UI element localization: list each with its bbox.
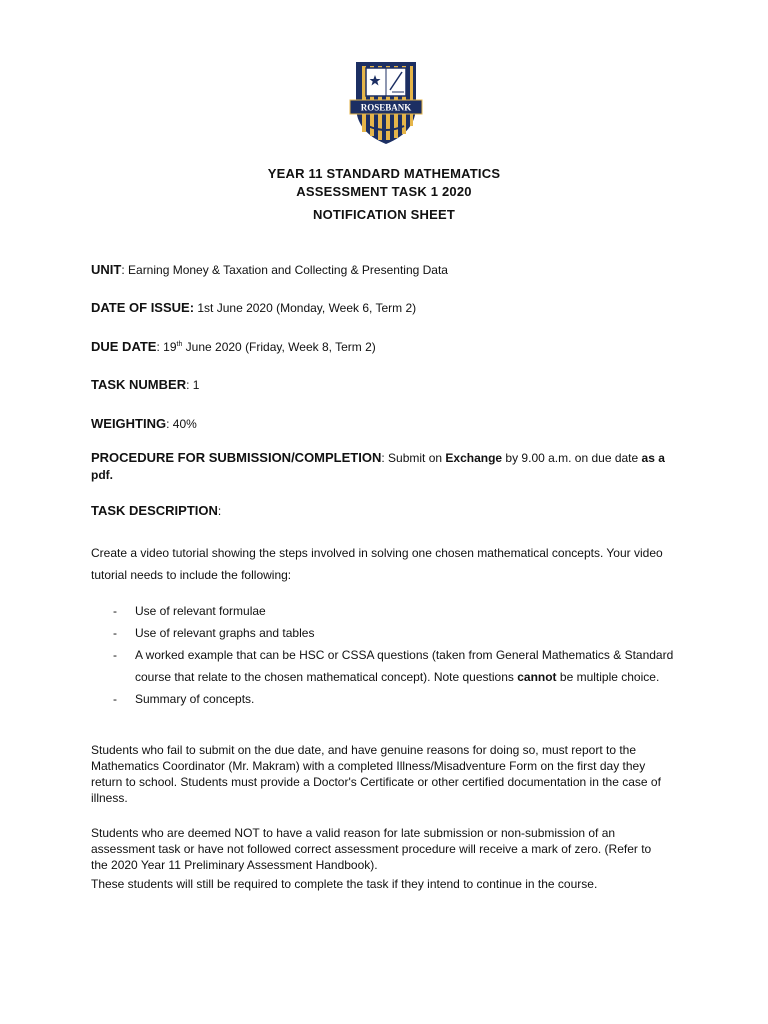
procedure-label: PROCEDURE FOR SUBMISSION/COMPLETION	[91, 450, 382, 465]
due-date-field	[91, 339, 376, 354]
weighting-label: WEIGHTING	[91, 416, 167, 431]
bullet-marker: -	[113, 692, 117, 706]
task-number-value: : 1	[186, 378, 200, 392]
completion-requirement-paragraph: These students will still be required to complete the task if they intend to continue in the course.	[91, 877, 598, 891]
task-description-heading	[91, 503, 221, 518]
due-date-value-suffix: June 2020 (Friday, Week 8, Term 2)	[182, 340, 376, 354]
list-item-bold: cannot	[517, 670, 557, 684]
weighting-field	[91, 416, 197, 431]
task-description-intro: Create a video tutorial showing the steps involved in solving one chosen mathematical concepts. Your video tutorial needs to include the following:	[91, 546, 663, 582]
task-requirements-list	[91, 600, 681, 710]
list-item	[91, 688, 681, 710]
weighting-value: : 40%	[166, 417, 197, 431]
list-item-text: Summary of concepts.	[135, 692, 255, 706]
list-item	[91, 644, 681, 688]
unit-value: : Earning Money & Taxation and Collecting & Presenting Data	[121, 263, 448, 277]
bullet-marker: -	[113, 604, 117, 618]
due-date-superscript: th	[176, 341, 183, 348]
task-description-label: TASK DESCRIPTION	[91, 503, 218, 518]
date-of-issue-value: 1st June 2020 (Monday, Week 6, Term 2)	[194, 301, 417, 315]
bullet-marker: -	[113, 626, 117, 640]
date-of-issue-field	[91, 300, 416, 315]
task-number-field	[91, 377, 199, 392]
procedure-exchange: Exchange	[445, 451, 503, 465]
bullet-marker: -	[113, 648, 117, 662]
unit-field	[91, 262, 448, 277]
procedure-text-2: by 9.00 a.m. on due date	[502, 451, 642, 465]
unit-label: UNIT	[91, 262, 122, 277]
crest-school-name: ROSEBANK	[360, 102, 412, 113]
due-date-label: DUE DATE	[91, 339, 157, 354]
school-crest-icon	[348, 56, 424, 146]
list-item-text: A worked example that can be HSC or CSSA questions (taken from General Mathematics & Standard course that relate to the chosen mathematical concept). Note questions	[135, 648, 674, 684]
task-description-colon: :	[217, 504, 222, 518]
list-item-text-after: be multiple choice.	[556, 670, 660, 684]
document-subtitle: NOTIFICATION SHEET	[312, 207, 456, 222]
list-item-text: Use of relevant formulae	[135, 604, 266, 618]
procedure-pdf: as a pdf.	[91, 451, 665, 482]
list-item	[91, 622, 681, 644]
due-date-value-prefix: : 19	[156, 340, 177, 354]
date-of-issue-label: DATE OF ISSUE:	[91, 300, 195, 315]
document-title-line2: ASSESSMENT TASK 1 2020	[296, 184, 472, 199]
invalid-reason-paragraph: Students who are deemed NOT to have a valid reason for late submission or non-submission of an assessment task or have not followed correct assessment procedure will receive a mark of zero. (Refer to the 2020 Year 11 Preliminary Assessment Handbook).	[91, 826, 652, 872]
task-number-label: TASK NUMBER	[91, 377, 187, 392]
list-item-text: Use of relevant graphs and tables	[135, 626, 315, 640]
procedure-field	[91, 449, 671, 484]
procedure-text-1: : Submit on	[381, 451, 446, 465]
school-crest-logo	[348, 56, 424, 146]
late-submission-paragraph: Students who fail to submit on the due date, and have genuine reasons for doing so, must report to the Mathematics Coordinator (Mr. Makram) with a completed Illness/Misadventure Form on the first day they return to school. Students must provide a Doctor's Certificate or other certified documentation in the case of illness.	[91, 743, 661, 805]
list-item	[91, 600, 681, 622]
document-title-line1: YEAR 11 STANDARD MATHEMATICS	[267, 166, 501, 181]
